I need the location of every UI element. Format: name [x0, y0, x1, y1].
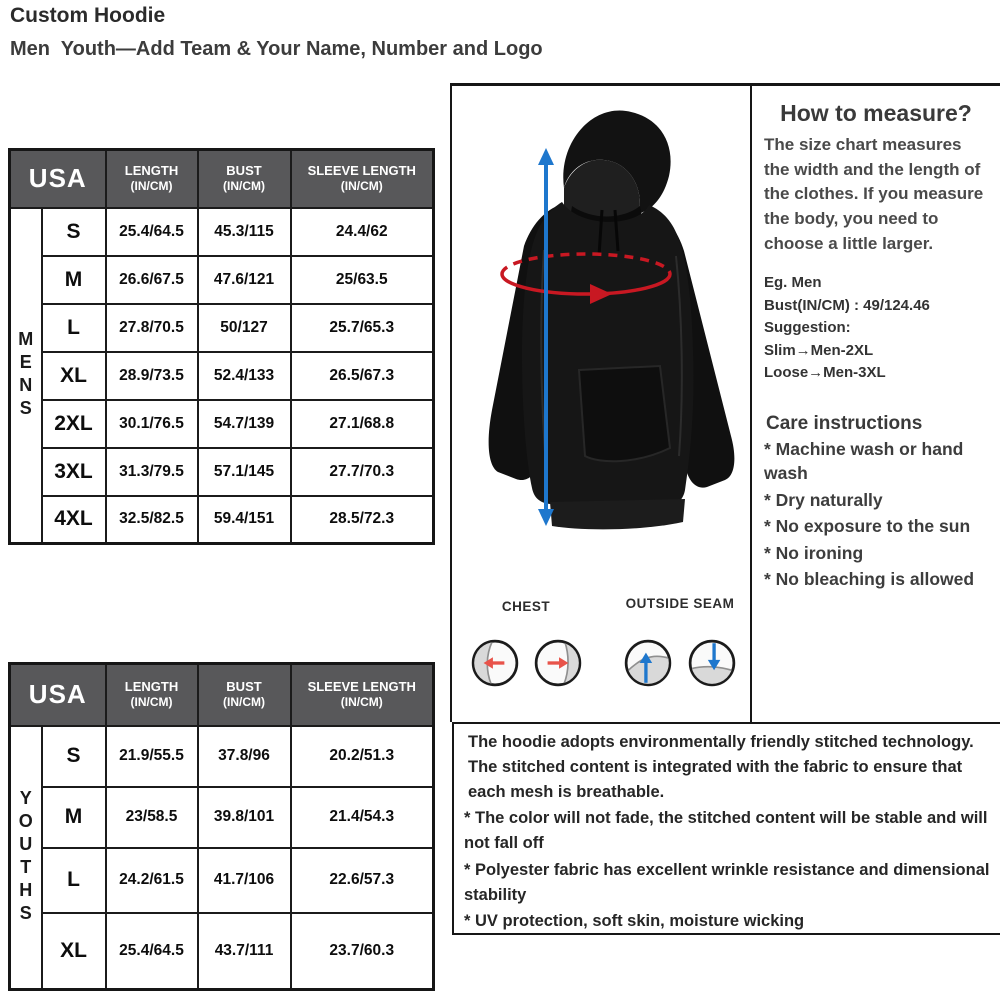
- size-cell: L: [42, 848, 106, 913]
- table-row: [10, 208, 434, 256]
- column-sub-label: (IN/CM): [130, 695, 173, 710]
- care-instructions-heading: Care instructions: [766, 412, 923, 434]
- bust-cell: 45.3/115: [198, 208, 291, 256]
- table-row: [10, 787, 434, 848]
- column-sub-label: (IN/CM): [223, 695, 265, 710]
- bust-cell: 52.4/133: [198, 352, 291, 400]
- care-item: * No ironing: [764, 542, 864, 563]
- column-label: LENGTH: [124, 679, 179, 695]
- outside-seam-label: OUTSIDE SEAM: [625, 596, 735, 611]
- sleeve-cell: 20.2/51.3: [291, 726, 434, 787]
- column-sub-label: (IN/CM): [340, 179, 383, 194]
- product-description-box: [452, 722, 1000, 935]
- bust-cell: 59.4/151: [198, 496, 291, 544]
- care-item: * Machine wash or hand wash: [764, 438, 964, 484]
- sleeve-column-header: [291, 664, 434, 726]
- length-cell: 32.5/82.5: [106, 496, 198, 544]
- table-row: [10, 256, 434, 304]
- column-sub-label: (IN/CM): [223, 179, 265, 194]
- bust-cell: 43.7/111: [198, 913, 291, 990]
- column-label: SLEEVE LENGTH: [307, 163, 416, 179]
- sleeve-cell: 27.7/70.3: [291, 448, 434, 496]
- column-label: BUST: [226, 163, 262, 179]
- length-cell: 26.6/67.5: [106, 256, 198, 304]
- measure-heading: How to measure?: [780, 100, 972, 126]
- hoodie-measure-diagram: [450, 83, 752, 722]
- size-cell: 4XL: [42, 496, 106, 544]
- measure-paragraph: The size chart measures the width and the length of the clothes. If you measure the body, you need to choose a little larger.: [764, 135, 984, 253]
- example-line: Loose→Men-3XL: [764, 364, 886, 382]
- bust-cell: 37.8/96: [198, 726, 291, 787]
- table-header-row: [10, 150, 434, 208]
- group-label-cell: [10, 208, 42, 544]
- table-row: [10, 352, 434, 400]
- sleeve-cell: 22.6/57.3: [291, 848, 434, 913]
- length-cell: 25.4/64.5: [106, 208, 198, 256]
- length-cell: 31.3/79.5: [106, 448, 198, 496]
- table-header-row: [10, 664, 434, 726]
- vertical-group-label: YOUTHS: [15, 788, 36, 927]
- sleeve-cell: 26.5/67.3: [291, 352, 434, 400]
- sleeve-cell: 25.7/65.3: [291, 304, 434, 352]
- sleeve-column-header: [291, 150, 434, 208]
- corner-header: USA: [10, 664, 106, 726]
- fabric-arrow-left-icon: [470, 638, 520, 688]
- column-label: BUST: [226, 679, 262, 695]
- hoodie-image: [452, 88, 752, 588]
- column-label: SLEEVE LENGTH: [307, 679, 416, 695]
- column-label: LENGTH: [124, 163, 179, 179]
- table-row: [10, 496, 434, 544]
- description-bullet: * Polyester fabric has excellent wrinkle resistance and dimensional stability: [464, 860, 990, 904]
- care-item: * No exposure to the sun: [764, 516, 971, 537]
- size-cell: M: [42, 256, 106, 304]
- length-cell: 30.1/76.5: [106, 400, 198, 448]
- bust-cell: 47.6/121: [198, 256, 291, 304]
- group-label-cell: [10, 726, 42, 990]
- size-cell: S: [42, 726, 106, 787]
- table-row: [10, 400, 434, 448]
- example-line: Slim→Men-2XL: [764, 341, 874, 359]
- length-cell: 27.8/70.5: [106, 304, 198, 352]
- size-cell: 3XL: [42, 448, 106, 496]
- size-cell: XL: [42, 352, 106, 400]
- sleeve-cell: 21.4/54.3: [291, 787, 434, 848]
- bust-column-header: [198, 150, 291, 208]
- length-cell: 25.4/64.5: [106, 913, 198, 990]
- length-arrow-top: [538, 148, 554, 165]
- size-cell: XL: [42, 913, 106, 990]
- how-to-measure-panel: [752, 83, 1000, 722]
- fabric-arrow-up-icon: [623, 638, 673, 688]
- column-sub-label: (IN/CM): [340, 695, 383, 710]
- size-cell: M: [42, 787, 106, 848]
- bust-cell: 54.7/139: [198, 400, 291, 448]
- bust-cell: 41.7/106: [198, 848, 291, 913]
- size-cell: L: [42, 304, 106, 352]
- length-cell: 28.9/73.5: [106, 352, 198, 400]
- corner-header: USA: [10, 150, 106, 208]
- length-cell: 21.9/55.5: [106, 726, 198, 787]
- table-row: [10, 913, 434, 990]
- sleeve-cell: 27.1/68.8: [291, 400, 434, 448]
- table-row: [10, 304, 434, 352]
- sleeve-cell: 25/63.5: [291, 256, 434, 304]
- table-row: [10, 448, 434, 496]
- size-cell: 2XL: [42, 400, 106, 448]
- sleeve-cell: 28.5/72.3: [291, 496, 434, 544]
- youth-size-table: [8, 662, 435, 991]
- table-row: [10, 848, 434, 913]
- bust-cell: 39.8/101: [198, 787, 291, 848]
- length-column-header: [106, 150, 198, 208]
- description-paragraph: The hoodie adopts environmentally friendly stitched technology. The stitched content is integrated with the fabric to ensure that each mesh is breathable.: [468, 733, 974, 801]
- size-cell: S: [42, 208, 106, 256]
- fabric-arrow-down-icon: [687, 638, 737, 688]
- vertical-group-label: MENS: [15, 329, 36, 422]
- length-cell: 23/58.5: [106, 787, 198, 848]
- column-sub-label: (IN/CM): [130, 179, 173, 194]
- sleeve-cell: 23.7/60.3: [291, 913, 434, 990]
- page-subtitle: Men Youth—Add Team & Your Name, Number and Logo: [10, 38, 543, 60]
- page-title: Custom Hoodie: [10, 4, 166, 27]
- length-column-header: [106, 664, 198, 726]
- chest-label: CHEST: [501, 599, 551, 614]
- sleeve-cell: 24.4/62: [291, 208, 434, 256]
- example-line: Suggestion:: [764, 319, 851, 337]
- mens-size-table: [8, 148, 435, 545]
- table-row: [10, 726, 434, 787]
- fabric-arrow-right-icon: [533, 638, 583, 688]
- description-bullet: * The color will not fade, the stitched content will be stable and will not fall off: [464, 809, 988, 852]
- example-line: Bust(IN/CM) : 49/124.46: [764, 296, 930, 314]
- bust-cell: 50/127: [198, 304, 291, 352]
- care-item: * Dry naturally: [764, 489, 883, 510]
- bust-cell: 57.1/145: [198, 448, 291, 496]
- example-line: Eg. Men: [764, 274, 822, 292]
- size-suggestion-block: [764, 272, 990, 385]
- care-item: * No bleaching is allowed: [764, 569, 975, 590]
- length-cell: 24.2/61.5: [106, 848, 198, 913]
- bust-column-header: [198, 664, 291, 726]
- description-bullet: * UV protection, soft skin, moisture wicking: [464, 912, 805, 931]
